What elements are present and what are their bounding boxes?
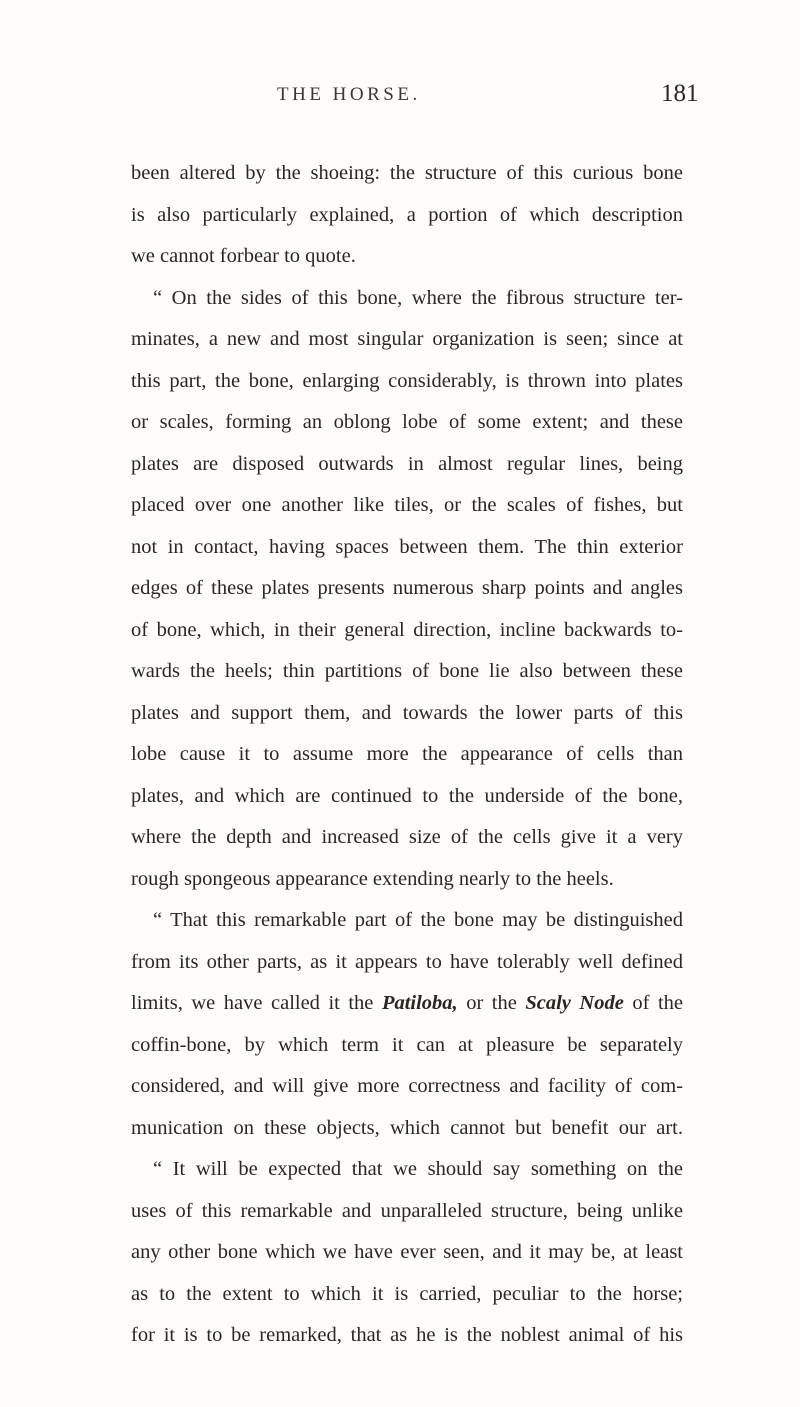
- text-line: uses of this remarkable and unparalleled structure, being unlike: [131, 1199, 683, 1222]
- body-text: [131, 153, 683, 1357]
- text-line-with-terms: [131, 983, 683, 1025]
- line-text-before: limits, we have called it the: [131, 992, 382, 1014]
- term-patiloba: Patiloba,: [381, 992, 458, 1014]
- running-title: THE HORSE.: [277, 84, 421, 105]
- text-line: from its other parts, as it appears to have tolerably well defined: [131, 950, 683, 973]
- text-line: been altered by the shoeing: the structure of this curious bone: [131, 162, 683, 184]
- text-line: “ On the sides of this bone, where the fibrous structure ter-: [153, 286, 683, 309]
- text-line: plates are disposed outwards in almost regular lines, being: [131, 452, 683, 475]
- text-line: coffin-bone, by which term it can at pleasure be separately: [131, 1033, 683, 1056]
- text-line: lobe cause it to assume more the appearance of cells than: [131, 743, 683, 765]
- page-number: 181: [661, 80, 699, 107]
- line-text-middle: or the: [457, 992, 526, 1014]
- text-line: not in contact, having spaces between them. The thin exterior: [131, 535, 683, 558]
- text-line: wards the heels; thin partitions of bone lie also between these: [131, 660, 683, 682]
- text-line: of bone, which, in their general direction, incline backwards to-: [131, 618, 683, 641]
- line-text-after: of the: [623, 992, 683, 1014]
- text-line: minates, a new and most singular organization is seen; since at: [131, 328, 683, 350]
- text-line: edges of these plates presents numerous sharp points and angles: [131, 577, 683, 599]
- running-head: [0, 80, 800, 120]
- text-line: plates and support them, and towards the lower parts of this: [131, 701, 683, 724]
- text-line: for it is to be remarked, that as he is the noblest animal of his: [131, 1324, 683, 1346]
- text-line: this part, the bone, enlarging considerably, is thrown into plates: [131, 369, 683, 392]
- text-line: “ That this remarkable part of the bone may be distinguished: [153, 909, 683, 931]
- text-line: we cannot forbear to quote.: [131, 245, 356, 267]
- text-line: is also particularly explained, a portion of which description: [131, 203, 683, 226]
- text-line: plates, and which are continued to the underside of the bone,: [131, 784, 683, 807]
- text-line: where the depth and increased size of the cells give it a very: [131, 826, 683, 848]
- text-line: “ It will be expected that we should say something on the: [153, 1158, 683, 1180]
- text-line: munication on these objects, which cannot but benefit our art.: [131, 1116, 683, 1139]
- text-line: any other bone which we have ever seen, and it may be, at least: [131, 1241, 683, 1263]
- text-line: placed over one another like tiles, or the scales of fishes, but: [131, 494, 683, 516]
- term-scaly-node: Scaly Node: [525, 992, 624, 1014]
- text-line: rough spongeous appearance extending nearly to the heels.: [131, 867, 614, 890]
- text-line: considered, and will give more correctness and facility of com-: [131, 1075, 683, 1097]
- text-line: as to the extent to which it is carried, peculiar to the horse;: [131, 1282, 683, 1305]
- text-line: or scales, forming an oblong lobe of some extent; and these: [131, 411, 683, 433]
